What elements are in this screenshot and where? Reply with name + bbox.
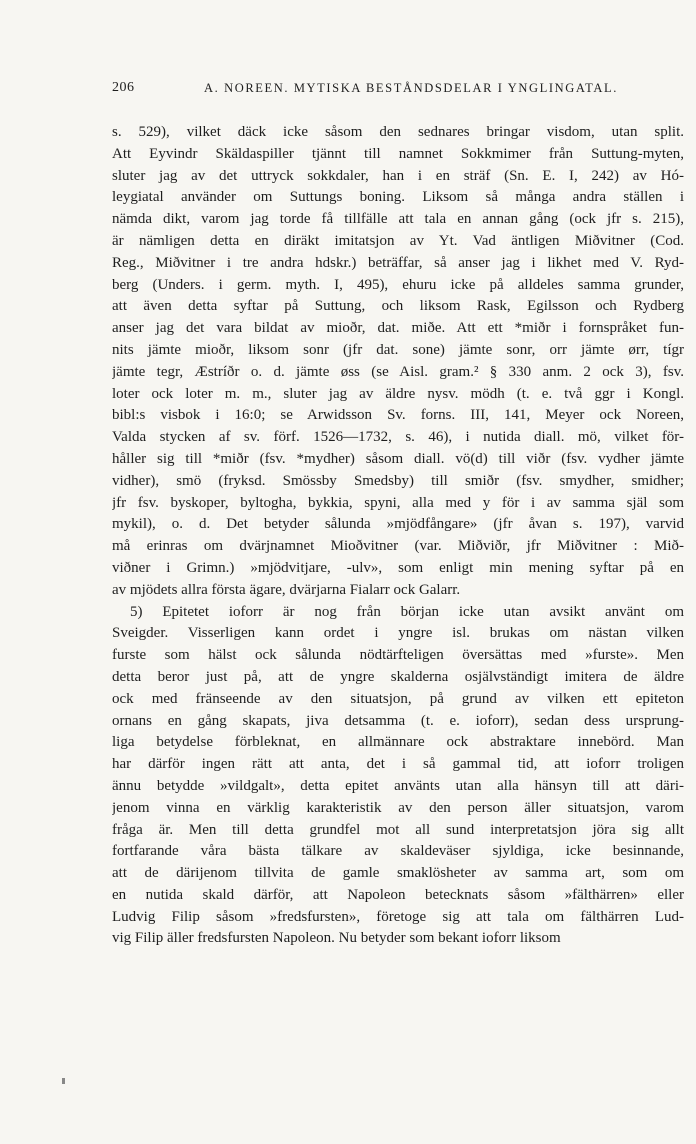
text-line: är nämligen detta en diräkt imitatsjon av Yt. Vad äntligen Miðvitner (Cod.	[112, 232, 684, 249]
text-line: vidher), smö (fryksd. Smössby Smedsby) till smiðr (fsv. smydher, smidher;	[112, 472, 684, 489]
text-line: Sveigder. Visserligen kann ordet i yngre isl. brukas om nästan vilken	[112, 625, 684, 642]
text-line: nits jämte mioðr, liksom sonr (jfr dat. sone) jämte sonr, orr jämte ørr, tígr	[112, 341, 684, 358]
text-line: vig Filip äller fredsfursten Napoleon. Nu betyder som bekant ioforr liksom	[112, 930, 561, 947]
text-line: anser jag det vara bildat av mioðr, dat. miðe. Att ett *miðr i fornspråket fun-	[112, 320, 684, 337]
text-line: s. 529), vilket däck icke såsom den sednares bringar visdom, utan split.	[112, 124, 684, 140]
text-line: må erinras om dvärjnamnet Mioðvitner (var. Miðviðr, jfr Miðvitner : Mið-	[112, 538, 684, 555]
text-line: har därför ingen rätt att anta, det i så gammal tid, att ioforr troligen	[112, 756, 684, 773]
text-line: Ludvig Filip såsom »fredsfursten», företoge sig att tala om fälthärren Lud-	[112, 908, 684, 925]
text-line: en nutida skald därför, att Napoleon betecknats såsom »fälthärren» eller	[112, 886, 684, 903]
text-line: mykil), o. d. Det betyder sålunda »mjödfångare» (jfr åvan s. 197), varvid	[112, 516, 684, 533]
page-number: 206	[112, 80, 135, 95]
text-line: sluter jag av det uttryck sokkdaler, han i en sträf (Sn. E. I, 242) av Hó-	[112, 167, 684, 184]
text-line: jämte tegr, Æstríðr o. d. jämte øss (se Aisl. gram.² § 330 anm. 2 ock 3), fsv.	[112, 363, 684, 380]
text-line: 5) Epitetet ioforr är nog från början icke utan avsikt använt om	[130, 603, 684, 620]
text-line: Att Eyvindr Skäldaspiller tjännt till namnet Sokkmimer från Suttung-myten,	[112, 145, 684, 162]
text-line: att de därijenom tillvita de gamle smaklösheter av samma art, som om	[112, 865, 684, 882]
text-line: ornans en gång skapats, jiva detsamma (t. e. ioforr), sedan dess ursprung-	[112, 712, 684, 729]
text-line: detta beror just på, att de yngre skalderna osjälvständigt imitera de äldre	[112, 668, 684, 685]
text-line: ock med fränseende av den situatsjon, på grund av vilken ett epiteton	[112, 690, 684, 707]
text-line: att även detta syftar på Suttung, och liksom Rask, Egilsson och Rydberg	[112, 298, 684, 315]
text-line: loter ock loter m. m., sluter jag av äldre nysv. mödh (t. e. två ggr i Kongl.	[112, 385, 684, 402]
text-line: berg (Unders. i germ. myth. I, 495), ehuru icke på alldeles samma grunder,	[112, 276, 684, 293]
running-head: A. NOREEN. MYTISKA BESTÅNDSDELAR I YNGLINGATAL.	[204, 81, 618, 95]
text-line: Valda stycken af sv. förf. 1526—1732, s. 46), i nutida diall. mö, vilket för-	[112, 429, 684, 446]
text-line: viðner i Grimn.) »mjödvitjare, -ulv», som enligt min mening syftar på en	[112, 559, 684, 576]
text-line: nämda dikt, varom jag torde få tillfälle att tala en annan gång (ock jfr s. 215),	[112, 211, 684, 228]
text-line: bibl:s visbok i 16:0; se Arwidsson Sv. forns. III, 141, Meyer ock Noreen,	[112, 407, 684, 424]
text-line: fråga är. Men till detta grundfel mot all sund interpretatsjon jöra sig allt	[112, 821, 684, 838]
text-line: ännu betydde »vildgalt», detta epitet använts utan alla hänsyn till att däri-	[112, 777, 684, 794]
text-line: liga betydelse förbleknat, en allmännare ock abstraktare innebörd. Man	[112, 734, 684, 751]
text-line: av mjödets allra första ägare, dvärjarna Fialarr ock Galarr.	[112, 581, 461, 598]
text-line: fortfarande våra bästa tälkare av skaldeväser sjyldiga, icke besinnande,	[112, 843, 684, 860]
text-line: jfr fsv. byskoper, byltogha, bykkia, spyni, alla med y för i av samma själ som	[112, 494, 684, 511]
text-line: Reg., Miðvitner i tre andra hdskr.) beträffar, så anser jag i likhet med V. Ryd-	[112, 254, 684, 271]
body-text	[112, 122, 684, 950]
margin-mark	[62, 1078, 65, 1084]
text-line: leygiatal använder om Suttungs boning. Liksom så många andra ställen i	[112, 189, 684, 206]
text-line: jenom vinna en värklig karakteristik av den person äller situatsjon, varom	[112, 799, 684, 816]
text-line: furste som hälst ock sålunda nödtärfteligen översättas med »furste». Men	[112, 647, 684, 664]
text-line: håller sig till *miðr (fsv. *mydher) såsom diall. vö(d) till viðr (fsv. vydher jämte	[112, 450, 684, 467]
